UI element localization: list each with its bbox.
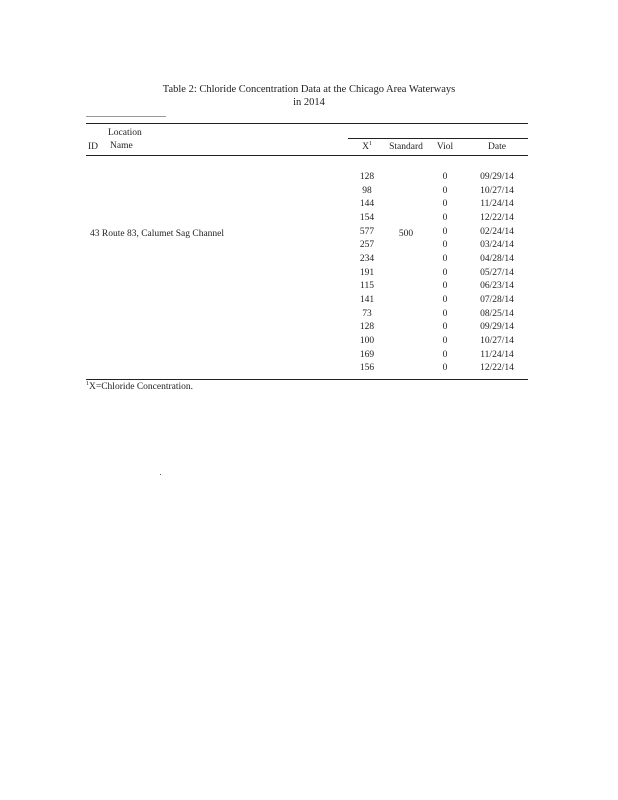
table-row — [0, 254, 618, 267]
footnote: $^1$X=Chloride Concentration. — [86, 381, 194, 393]
location-id-name — [90, 229, 224, 239]
table-row — [0, 199, 618, 212]
cell-violation: 0 — [442, 227, 448, 237]
cell-violation: 0 — [442, 309, 448, 319]
cell-concentration: 577 — [359, 227, 375, 237]
table-row — [0, 213, 618, 226]
header-location: Location — [108, 128, 142, 138]
cell-concentration: 144 — [359, 199, 375, 209]
table-row — [0, 322, 618, 335]
header-rule — [86, 155, 528, 156]
cell-violation: 0 — [442, 172, 448, 182]
cell-date: 10/27/14 — [480, 336, 514, 346]
cell-concentration: 100 — [359, 336, 375, 346]
cell-concentration: 191 — [359, 268, 375, 278]
cell-violation: 0 — [442, 350, 448, 360]
cell-violation: 0 — [442, 240, 448, 250]
cell-violation: 0 — [442, 363, 448, 373]
header-id: ID — [88, 142, 99, 152]
location-id: 43 — [90, 229, 100, 239]
location-name: Route 83, Calumet Sag Channel — [101, 229, 225, 239]
cell-concentration: 73 — [362, 309, 372, 319]
cell-date: 09/29/14 — [480, 322, 514, 332]
cell-date: 09/29/14 — [480, 172, 514, 182]
cell-date: 02/24/14 — [480, 227, 514, 237]
location-standard: 500 — [398, 229, 414, 239]
cell-concentration: 115 — [360, 281, 374, 291]
cell-concentration: 128 — [359, 172, 375, 182]
cell-concentration: 234 — [359, 254, 375, 264]
cell-violation: 0 — [442, 199, 448, 209]
header-date: Date — [488, 142, 506, 152]
table-row — [0, 295, 618, 308]
cell-violation: 0 — [442, 254, 448, 264]
group-underline-location — [86, 116, 166, 117]
cell-concentration: 98 — [362, 186, 372, 196]
header-x: $X^1$ — [362, 141, 372, 153]
cell-date: 12/22/14 — [480, 213, 514, 223]
cell-violation: 0 — [442, 336, 448, 346]
cell-concentration: 128 — [359, 322, 375, 332]
cell-violation: 0 — [442, 322, 448, 332]
cell-date: 04/28/14 — [480, 254, 514, 264]
table-row — [0, 350, 618, 363]
cell-violation: 0 — [442, 295, 448, 305]
table-row — [0, 336, 618, 349]
table-title: Table 2: Chloride Concentration Data at the Chicago Area Waterways — [162, 84, 456, 95]
table-subtitle: in 2014 — [293, 97, 325, 108]
header-name: Name — [110, 141, 133, 151]
bottom-rule — [86, 379, 528, 380]
header-standard: Standard — [389, 142, 423, 152]
cell-date: 05/27/14 — [480, 268, 514, 278]
cell-date: 10/27/14 — [480, 186, 514, 196]
cell-violation: 0 — [442, 268, 448, 278]
table-row — [0, 186, 618, 199]
cell-date: 06/23/14 — [480, 281, 514, 291]
table-row — [0, 363, 618, 376]
table-row — [0, 281, 618, 294]
header-viol: Viol — [436, 142, 454, 152]
cell-date: 03/24/14 — [480, 240, 514, 250]
cell-date: 08/25/14 — [480, 309, 514, 319]
cell-concentration: 169 — [359, 350, 375, 360]
cell-concentration: 257 — [359, 240, 375, 250]
cell-violation: 0 — [442, 186, 448, 196]
cell-violation: 0 — [442, 281, 448, 291]
table-row — [0, 172, 618, 185]
table-row — [0, 268, 618, 281]
cell-violation: 0 — [442, 213, 448, 223]
cell-concentration: 154 — [359, 213, 375, 223]
header-group-rule — [348, 138, 528, 139]
cell-date: 07/28/14 — [480, 295, 514, 305]
cell-date: 11/24/14 — [480, 199, 514, 209]
table-row — [0, 309, 618, 322]
cell-concentration: 156 — [359, 363, 375, 373]
scan-speck — [160, 474, 161, 475]
top-rule — [86, 123, 528, 124]
table-row — [0, 240, 618, 253]
cell-date: 12/22/14 — [480, 363, 514, 373]
cell-concentration: 141 — [359, 295, 375, 305]
cell-date: 11/24/14 — [480, 350, 514, 360]
